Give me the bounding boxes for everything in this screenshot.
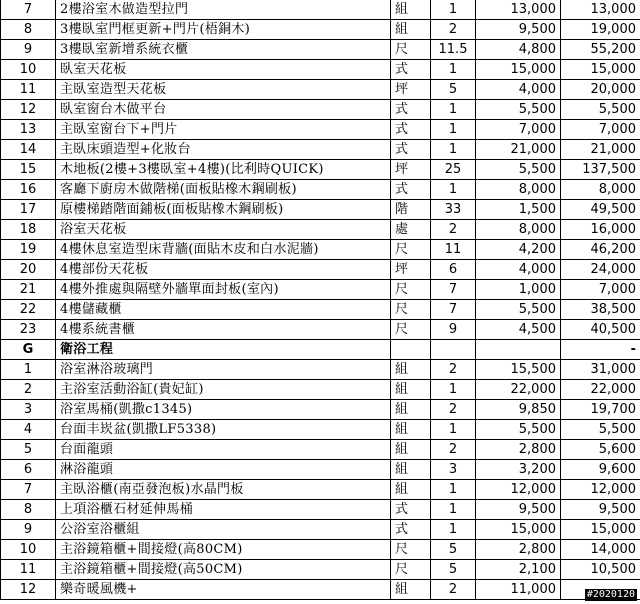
item-unit: 式 [391,120,431,140]
item-number: 17 [1,200,56,220]
item-total: 5,500 [561,100,640,120]
item-number: 19 [1,240,56,260]
table-row [1,60,640,80]
table-row [1,480,640,500]
item-quantity [431,340,476,360]
item-description: 主臥床頭造型+化妝台 [56,140,391,160]
table-row [1,440,640,460]
table-row [1,300,640,320]
item-unit-price: 8,000 [476,180,561,200]
table-row [1,560,640,580]
item-number: 7 [1,480,56,500]
table-row [1,20,640,40]
item-unit-price: 5,500 [476,300,561,320]
item-number: 3 [1,400,56,420]
table-row [1,580,640,600]
table-row [1,120,640,140]
item-unit: 尺 [391,280,431,300]
item-total: 5,600 [561,440,640,460]
item-unit: 組 [391,360,431,380]
item-unit-price [476,340,561,360]
item-description: 台面龍頭 [56,440,391,460]
item-unit: 式 [391,140,431,160]
item-number: 21 [1,280,56,300]
item-description: 公浴室浴櫃組 [56,520,391,540]
item-unit: 組 [391,460,431,480]
item-total: 15,000 [561,520,640,540]
item-unit: 組 [391,20,431,40]
item-description: 主浴室活動浴缸(貴妃缸) [56,380,391,400]
item-quantity: 5 [431,540,476,560]
item-unit-price: 3,200 [476,460,561,480]
item-unit: 階 [391,200,431,220]
item-unit: 組 [391,380,431,400]
item-number: 23 [1,320,56,340]
item-unit-price: 21,000 [476,140,561,160]
item-number: 4 [1,420,56,440]
table-row [1,520,640,540]
item-quantity: 6 [431,260,476,280]
item-total: 7,000 [561,120,640,140]
item-number: 11 [1,80,56,100]
item-quantity: 1 [431,480,476,500]
item-unit: 尺 [391,40,431,60]
item-unit: 坪 [391,260,431,280]
table-row [1,540,640,560]
section-header-row [1,340,640,360]
item-unit: 組 [391,440,431,460]
item-quantity: 11 [431,240,476,260]
item-quantity: 2 [431,400,476,420]
item-total: 38,500 [561,300,640,320]
item-number: 5 [1,440,56,460]
item-quantity: 2 [431,440,476,460]
item-quantity: 1 [431,380,476,400]
item-unit: 坪 [391,80,431,100]
item-total: 9,600 [561,460,640,480]
item-description: 4樓部份天花板 [56,260,391,280]
item-description: 臥室窗台木做平台 [56,100,391,120]
item-quantity: 33 [431,200,476,220]
item-description: 主臥浴櫃(南亞發泡板)水晶門板 [56,480,391,500]
item-description: 4樓儲藏櫃 [56,300,391,320]
item-unit: 坪 [391,160,431,180]
item-description: 浴室馬桶(凱撒c1345) [56,400,391,420]
item-unit: 組 [391,400,431,420]
item-description: 臥室天花板 [56,60,391,80]
item-quantity: 2 [431,360,476,380]
item-unit-price: 12,000 [476,480,561,500]
item-unit: 式 [391,180,431,200]
item-number: 15 [1,160,56,180]
item-number: 6 [1,460,56,480]
item-description: 主浴鏡箱櫃+間接燈(高50CM) [56,560,391,580]
item-unit-price: 4,000 [476,80,561,100]
item-description: 2樓浴室木做造型拉門 [56,0,391,20]
table-row [1,380,640,400]
item-number: 10 [1,540,56,560]
item-description: 上項浴櫃石材延伸馬桶 [56,500,391,520]
table-row [1,420,640,440]
item-unit: 組 [391,580,431,600]
item-total: 12,000 [561,480,640,500]
item-total: 20,000 [561,80,640,100]
item-unit-price: 4,000 [476,260,561,280]
item-quantity: 1 [431,520,476,540]
item-total: 16,000 [561,220,640,240]
item-unit: 尺 [391,540,431,560]
item-unit-price: 5,500 [476,160,561,180]
item-total: 19,000 [561,20,640,40]
item-quantity: 1 [431,500,476,520]
item-description: 樂奇暖風機+ [56,580,391,600]
item-description: 主臥室造型天花板 [56,80,391,100]
item-number: 22 [1,300,56,320]
item-description: 4樓外推處與隔壁外牆單面封板(室內) [56,280,391,300]
item-total: 9,500 [561,500,640,520]
item-description: 3樓臥室門框更新+門片(梧銅木) [56,20,391,40]
item-number: 7 [1,0,56,20]
item-unit-price: 4,500 [476,320,561,340]
item-number: 12 [1,100,56,120]
item-number: 12 [1,580,56,600]
item-unit: 組 [391,0,431,20]
item-total: 21,000 [561,140,640,160]
item-unit-price: 4,200 [476,240,561,260]
item-unit-price: 5,500 [476,100,561,120]
item-number: 8 [1,500,56,520]
item-total: 55,200 [561,40,640,60]
item-description: 4樓休息室造型床背牆(面貼木皮和白水泥牆) [56,240,391,260]
item-quantity: 25 [431,160,476,180]
item-unit-price: 1,000 [476,280,561,300]
table-row [1,260,640,280]
item-unit: 尺 [391,300,431,320]
item-description: 原樓梯踏階面鋪板(面板貼橡木鋼刷板) [56,200,391,220]
item-unit-price: 9,500 [476,500,561,520]
item-number: G [1,340,56,360]
table-row [1,80,640,100]
item-unit [391,340,431,360]
item-total: 24,000 [561,260,640,280]
item-unit-price: 8,000 [476,220,561,240]
item-unit-price: 13,000 [476,0,561,20]
table-row [1,500,640,520]
item-description: 木地板(2樓+3樓臥室+4樓)(比利時QUICK) [56,160,391,180]
quotation-table-body [1,0,640,600]
table-row [1,40,640,60]
item-number: 9 [1,520,56,540]
item-quantity: 1 [431,140,476,160]
item-number: 14 [1,140,56,160]
item-quantity: 3 [431,460,476,480]
item-quantity: 1 [431,100,476,120]
item-number: 13 [1,120,56,140]
item-quantity: 1 [431,0,476,20]
item-quantity: 1 [431,180,476,200]
item-unit: 尺 [391,320,431,340]
item-unit-price: 7,000 [476,120,561,140]
item-unit: 尺 [391,240,431,260]
table-row [1,180,640,200]
item-unit-price: 2,800 [476,440,561,460]
item-number: 8 [1,20,56,40]
item-description: 衛浴工程 [56,340,391,360]
item-unit-price: 9,500 [476,20,561,40]
item-total: 14,000 [561,540,640,560]
item-total: 31,000 [561,360,640,380]
table-row [1,360,640,380]
item-total: 7,000 [561,280,640,300]
item-quantity: 7 [431,300,476,320]
item-unit-price: 1,500 [476,200,561,220]
item-description: 客廳下廚房木做階梯(面板貼橡木鋼刷板) [56,180,391,200]
table-row [1,140,640,160]
item-quantity: 2 [431,580,476,600]
item-quantity: 5 [431,560,476,580]
item-unit: 組 [391,480,431,500]
item-quantity: 2 [431,220,476,240]
item-unit: 式 [391,500,431,520]
table-row [1,160,640,180]
item-quantity: 1 [431,420,476,440]
item-description: 淋浴龍頭 [56,460,391,480]
table-row [1,280,640,300]
item-description: 主臥室窗台下+門片 [56,120,391,140]
item-number: 9 [1,40,56,60]
table-row [1,460,640,480]
item-unit-price: 15,000 [476,520,561,540]
item-total: 137,500 [561,160,640,180]
table-row [1,220,640,240]
table-row [1,240,640,260]
item-number: 11 [1,560,56,580]
item-quantity: 1 [431,120,476,140]
table-row [1,200,640,220]
item-quantity: 2 [431,20,476,40]
item-quantity: 7 [431,280,476,300]
item-unit: 尺 [391,560,431,580]
item-unit-price: 22,000 [476,380,561,400]
item-unit-price: 4,800 [476,40,561,60]
item-unit: 處 [391,220,431,240]
item-description: 主浴鏡箱櫃+間接燈(高80CM) [56,540,391,560]
item-description: 浴室天花板 [56,220,391,240]
item-quantity: 11.5 [431,40,476,60]
item-quantity: 9 [431,320,476,340]
item-unit-price: 2,100 [476,560,561,580]
item-total: 15,000 [561,60,640,80]
item-total: 10,500 [561,560,640,580]
item-total: 40,500 [561,320,640,340]
item-unit-price: 11,000 [476,580,561,600]
item-unit: 組 [391,420,431,440]
item-total: 5,500 [561,420,640,440]
table-row [1,0,640,20]
table-row [1,320,640,340]
item-description: 3樓臥室新增系統衣櫃 [56,40,391,60]
item-unit: 式 [391,100,431,120]
item-description: 浴室淋浴玻璃門 [56,360,391,380]
table-row [1,400,640,420]
item-total: 19,700 [561,400,640,420]
table-row [1,100,640,120]
item-description: 4樓系統書櫃 [56,320,391,340]
item-unit-price: 5,500 [476,420,561,440]
item-total: 8,000 [561,180,640,200]
item-unit-price: 15,000 [476,60,561,80]
item-unit-price: 15,500 [476,360,561,380]
item-quantity: 5 [431,80,476,100]
item-unit-price: 9,850 [476,400,561,420]
item-total: 46,200 [561,240,640,260]
item-number: 20 [1,260,56,280]
watermark-stamp: #2020120 [586,589,635,600]
item-description: 台面丰崁盆(凱撒LF5338) [56,420,391,440]
item-unit: 式 [391,60,431,80]
item-total: 13,000 [561,0,640,20]
item-total: - [561,340,640,360]
item-number: 1 [1,360,56,380]
item-number: 16 [1,180,56,200]
item-number: 10 [1,60,56,80]
item-number: 18 [1,220,56,240]
item-total: 22,000 [561,380,640,400]
item-quantity: 1 [431,60,476,80]
item-unit: 式 [391,520,431,540]
item-number: 2 [1,380,56,400]
item-unit-price: 2,800 [476,540,561,560]
item-total: 49,500 [561,200,640,220]
